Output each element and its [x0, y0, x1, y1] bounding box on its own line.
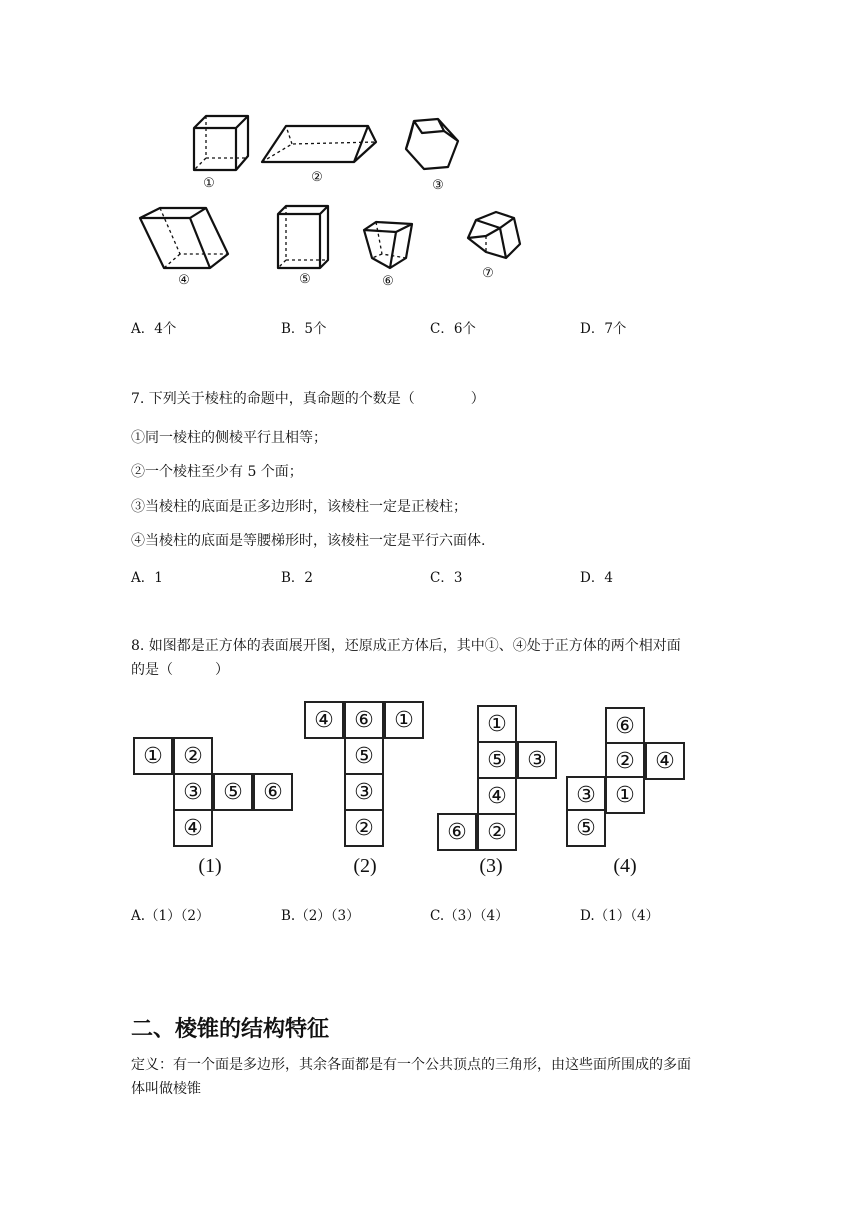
q8-option-a[interactable]: A.（1）（2）	[131, 908, 210, 924]
q7-statement-4: ④当棱柱的底面是等腰梯形时，该棱柱一定是平行六面体.	[131, 533, 486, 549]
solid-5-box	[272, 202, 334, 272]
net-3-cell: ③	[517, 741, 557, 779]
solid-4-parallelepiped	[134, 206, 234, 272]
net-2-cell: ④	[304, 701, 344, 739]
q7-option-c[interactable]: C．3	[430, 570, 463, 586]
net-3-caption: (3)	[479, 855, 503, 877]
q7-stem: 7. 下列关于棱柱的命题中，真命题的个数是（ ）	[131, 391, 485, 407]
q8-stem-line-1: 8. 如图都是正方体的表面展开图，还原成正方体后，其中①、④处于正方体的两个相对面	[131, 638, 681, 654]
section-heading: 二、棱锥的结构特征	[131, 1017, 330, 1042]
net-1-cell: ④	[173, 809, 213, 847]
q6-option-a[interactable]: A．4个	[131, 321, 177, 337]
solid-6-label: ⑥	[382, 274, 394, 289]
q6-option-b[interactable]: B．5个	[281, 321, 327, 337]
net-4-cell: ⑥	[605, 707, 645, 745]
q7-option-b[interactable]: B．2	[281, 570, 314, 586]
net-2-caption: (2)	[353, 855, 377, 877]
solid-3-hexagonal	[400, 115, 464, 175]
definition-line-1: 定义：有一个面是多边形，其余各面都是有一个公共顶点的三角形，由这些面所围成的多面	[131, 1057, 691, 1073]
net-1-cell: ⑥	[253, 773, 293, 811]
definition-line-2: 体叫做棱锥	[131, 1081, 201, 1097]
q8-option-d[interactable]: D.（1）（4）	[580, 908, 660, 924]
solid-3-label: ③	[432, 178, 444, 193]
net-2-cell: ③	[344, 773, 384, 811]
solid-6-frustum	[356, 220, 422, 272]
net-1-cell: ②	[173, 737, 213, 775]
q8-option-b[interactable]: B.（2）（3）	[281, 908, 360, 924]
net-1-caption: (1)	[198, 855, 222, 877]
net-3-cell: ⑤	[477, 741, 517, 779]
solid-5-label: ⑤	[299, 272, 311, 287]
net-2-cell: ①	[384, 701, 424, 739]
net-2-cell: ②	[344, 809, 384, 847]
solid-7-irregular	[462, 208, 526, 264]
q7-statement-1: ①同一棱柱的侧棱平行且相等；	[131, 430, 327, 446]
solid-2-prism	[258, 118, 382, 166]
q7-option-a[interactable]: A．1	[131, 570, 163, 586]
net-4-caption: (4)	[613, 855, 637, 877]
net-4-cell: ②	[605, 742, 645, 780]
net-1-cell: ③	[173, 773, 213, 811]
net-3-cell: ⑥	[437, 813, 477, 851]
net-4-cell: ④	[645, 742, 685, 780]
q8-option-c[interactable]: C.（3）（4）	[430, 908, 509, 924]
net-4-cell: ①	[605, 776, 645, 814]
q7-statement-3: ③当棱柱的底面是正多边形时，该棱柱一定是正棱柱；	[131, 499, 467, 515]
solid-4-label: ④	[178, 273, 190, 288]
net-3-cell: ②	[477, 813, 517, 851]
net-1-cell: ①	[133, 737, 173, 775]
net-2-cell: ⑤	[344, 737, 384, 775]
solid-1-label: ①	[203, 176, 215, 191]
q8-stem-line-2: 的是（ ）	[131, 662, 229, 678]
solid-7-label: ⑦	[482, 266, 494, 281]
net-4-cell: ③	[566, 776, 606, 814]
net-4-cell: ⑤	[566, 809, 606, 847]
q7-option-d[interactable]: D．4	[580, 570, 613, 586]
net-3-cell: ①	[477, 705, 517, 743]
solid-2-label: ②	[311, 170, 323, 185]
net-3-cell: ④	[477, 777, 517, 815]
q7-statement-2: ②一个棱柱至少有 5 个面；	[131, 464, 303, 480]
solid-1-cube	[190, 112, 254, 174]
net-2-cell: ⑥	[344, 701, 384, 739]
q6-option-c[interactable]: C．6个	[430, 321, 476, 337]
net-1-cell: ⑤	[213, 773, 253, 811]
q6-option-d[interactable]: D．7个	[580, 321, 627, 337]
